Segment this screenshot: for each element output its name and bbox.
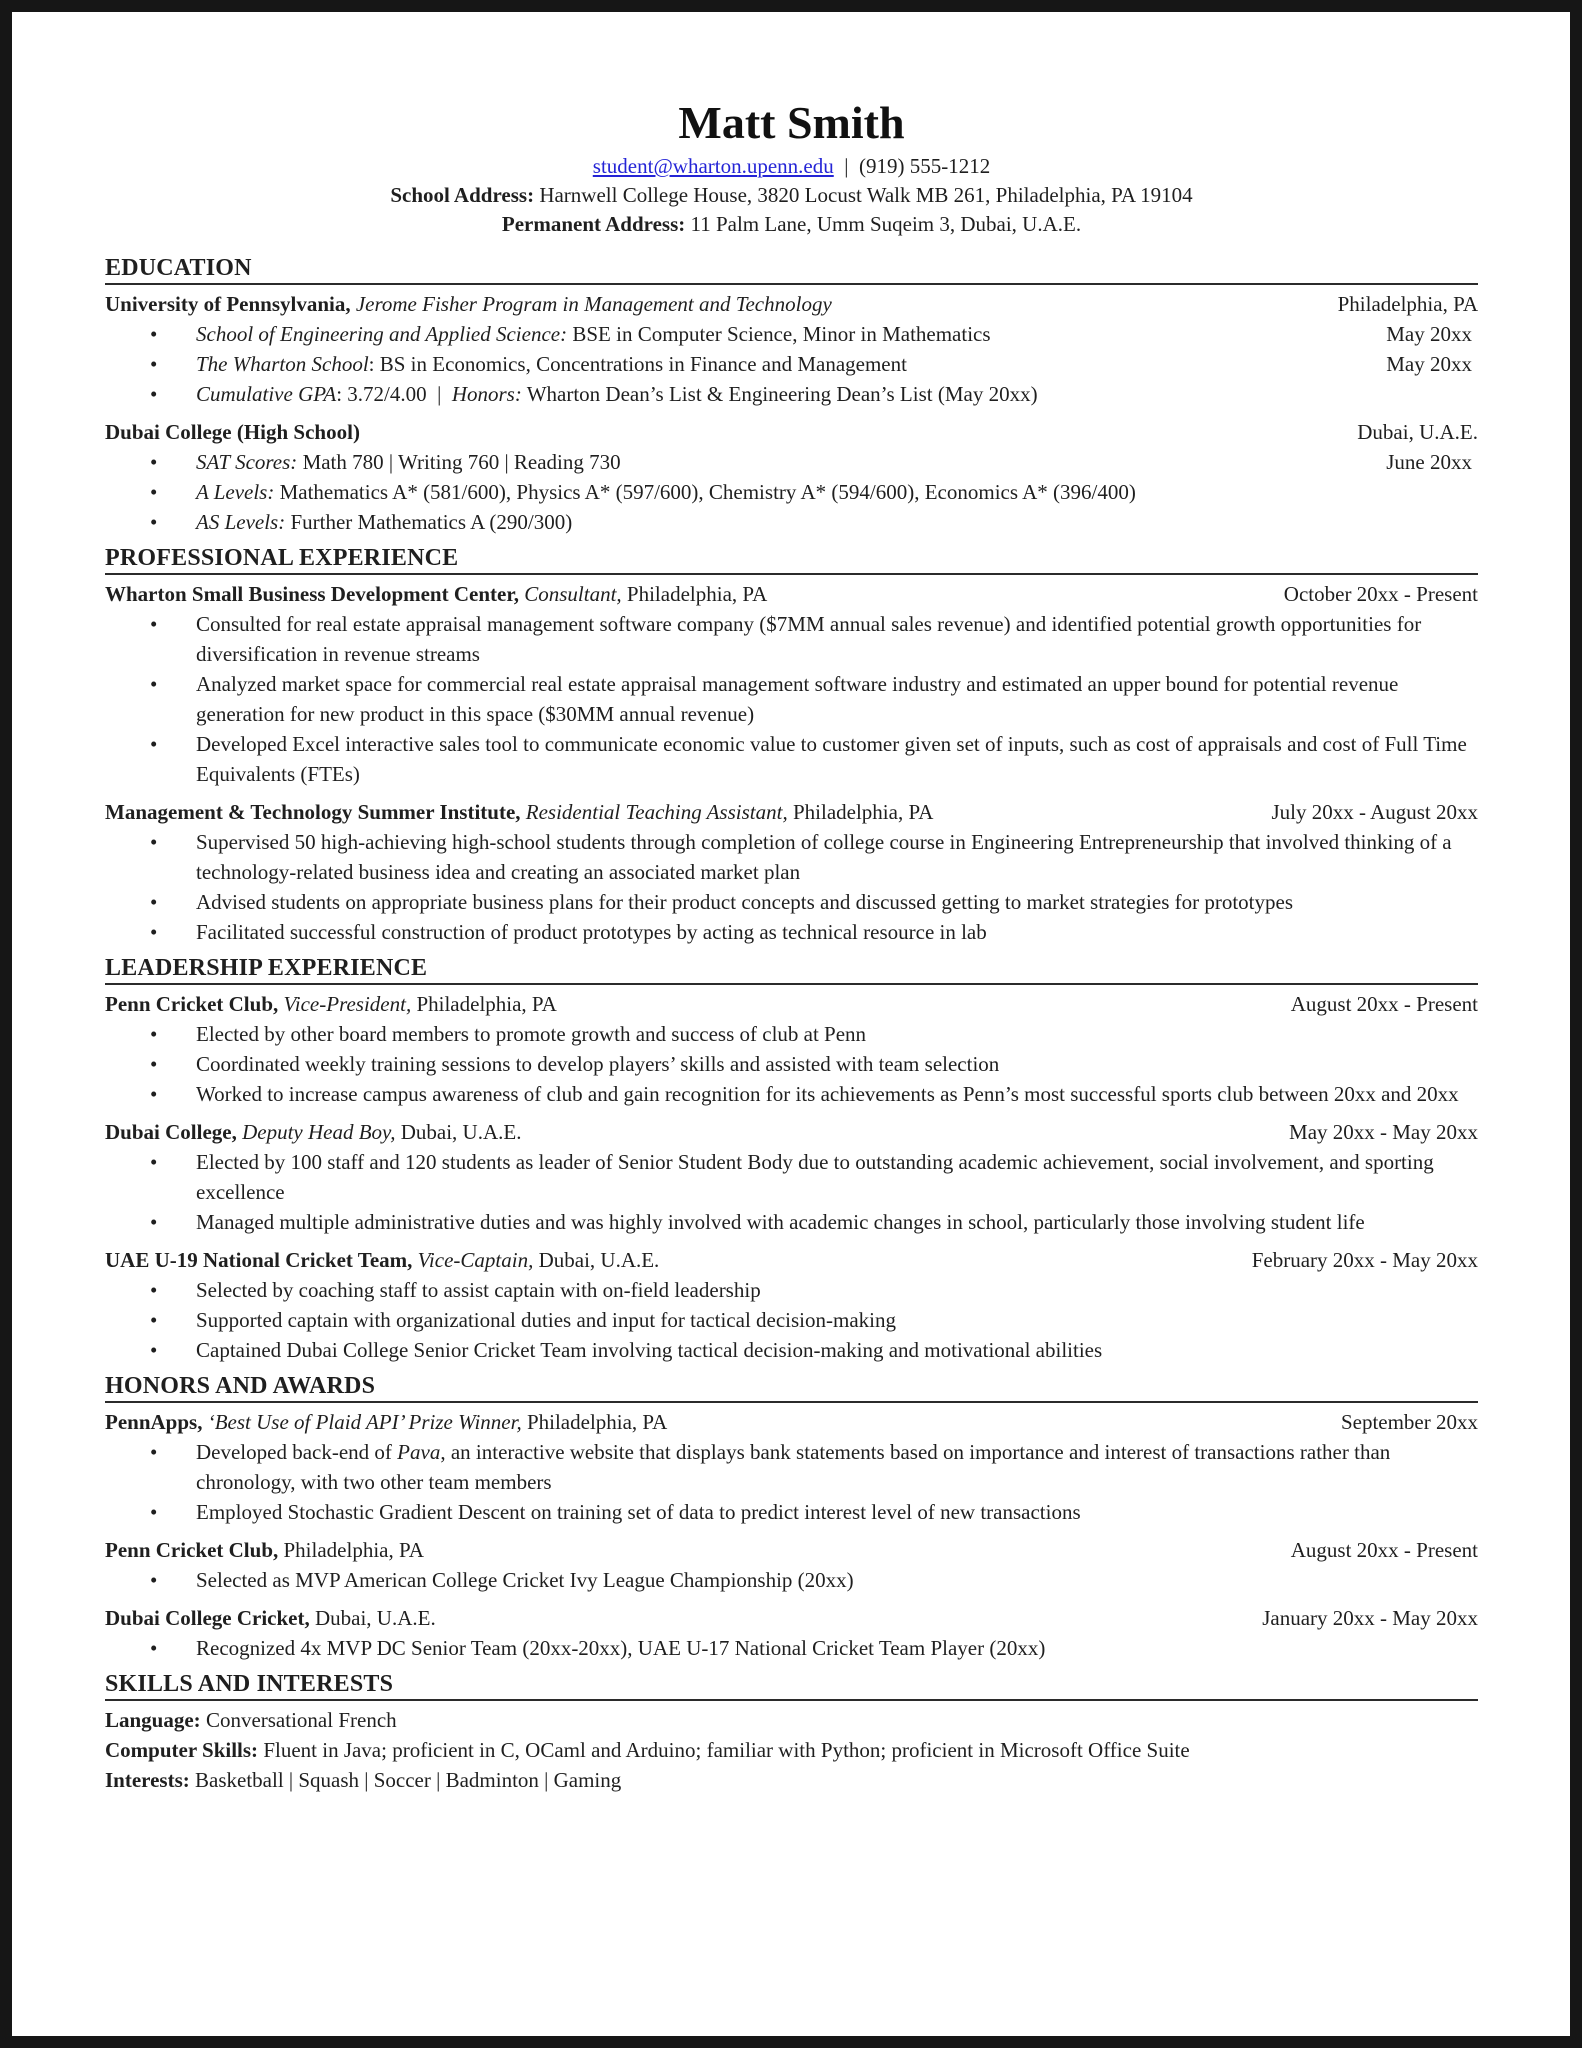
list-item: • Selected by coaching staff to assist captain with on-field leadership <box>105 1275 1478 1305</box>
skills-value: Basketball | Squash | Soccer | Badminton | Gaming <box>189 1768 622 1792</box>
entry-header <box>105 579 1478 609</box>
contact-separator: | <box>833 154 859 178</box>
org-name: Penn Cricket Club, <box>105 992 279 1016</box>
entry-location: Dubai, U.A.E. <box>309 1606 436 1630</box>
section-professional-experience: PROFESSIONAL EXPERIENCE <box>105 543 1478 575</box>
list-item: • Selected as MVP American College Cricket Ivy League Championship (20xx) <box>105 1565 1478 1595</box>
list-item: • Coordinated weekly training sessions to develop players’ skills and assisted with team selection <box>105 1049 1478 1079</box>
entry-title <box>105 1603 436 1633</box>
org-name: Dubai College, <box>105 1120 237 1144</box>
school-address-label: School Address: <box>390 183 535 207</box>
entry-header <box>105 989 1478 1019</box>
list-item <box>105 1437 1478 1497</box>
email-link[interactable]: student@wharton.upenn.edu <box>592 154 834 178</box>
permanent-address: 11 Palm Lane, Umm Suqeim 3, Dubai, U.A.E. <box>685 212 1082 236</box>
bullet-text: Math 780 | Writing 760 | Reading 730 <box>297 450 621 474</box>
skills-value: Fluent in Java; proficient in C, OCaml and Arduino; familiar with Python; proficient in Microsoft Office Suite <box>258 1738 1190 1762</box>
section-honors-awards: HONORS AND AWARDS <box>105 1371 1478 1403</box>
skills-value: Conversational French <box>200 1708 397 1732</box>
entry-mt-summer-institute <box>105 797 1478 947</box>
entry-title <box>105 289 832 319</box>
list-item: • Supported captain with organizational duties and input for tactical decision-making <box>105 1305 1478 1335</box>
list-item: • Developed Excel interactive sales tool to communicate economic value to customer given set of inputs, such as cost of appraisals and cost of Full Time Equivalents (FTEs) <box>105 729 1478 789</box>
entry-pennapps <box>105 1407 1478 1527</box>
entry-title <box>105 1407 667 1437</box>
permanent-address-line <box>105 210 1478 239</box>
bullet-list <box>105 1633 1478 1663</box>
bullet-label: Cumulative GPA <box>196 382 337 406</box>
list-item: • Managed multiple administrative duties and was highly involved with academic changes in school, particularly those involving student life <box>105 1207 1478 1237</box>
entry-dubai-college <box>105 417 1478 537</box>
bullet-list <box>105 1019 1478 1109</box>
bullet-text: : BS in Economics, Concentrations in Finance and Management <box>368 352 907 376</box>
skills-interests <box>105 1765 1478 1795</box>
section-education: EDUCATION <box>105 253 1478 285</box>
entry-title <box>105 579 767 609</box>
entry-title <box>105 1117 521 1147</box>
entry-location: Philadelphia, PA <box>411 992 557 1016</box>
section-skills-interests: SKILLS AND INTERESTS <box>105 1669 1478 1701</box>
list-item <box>105 319 1478 349</box>
section-leadership-experience: LEADERSHIP EXPERIENCE <box>105 953 1478 985</box>
entry-date: September 20xx <box>1340 1410 1478 1434</box>
list-item <box>105 477 1478 507</box>
list-item: • Facilitated successful construction of product prototypes by acting as technical resource in lab <box>105 917 1478 947</box>
entry-penn <box>105 289 1478 409</box>
entry-location: Philadelphia, PA <box>278 1538 424 1562</box>
org-name: PennApps, <box>105 1410 203 1434</box>
bullet-text: Wharton Dean’s List & Engineering Dean’s List (May 20xx) <box>521 382 1038 406</box>
org-name: UAE U-19 National Cricket Team, <box>105 1248 413 1272</box>
entry-date: August 20xx - Present <box>1290 1538 1478 1562</box>
entry-header <box>105 289 1478 319</box>
entry-header <box>105 797 1478 827</box>
bullet-text: BSE in Computer Science, Minor in Mathematics <box>567 322 991 346</box>
bullet-label: The Wharton School <box>196 352 369 376</box>
bullet-date: June 20xx <box>1386 450 1472 474</box>
entry-location: Philadelphia, PA <box>621 582 768 606</box>
entry-title <box>105 1245 659 1275</box>
list-item <box>105 379 1478 409</box>
skills-computer <box>105 1735 1478 1765</box>
entry-header <box>105 1245 1478 1275</box>
school-address: Harnwell College House, 3820 Locust Walk MB 261, Philadelphia, PA 19104 <box>534 183 1193 207</box>
entry-uae-cricket-team <box>105 1245 1478 1365</box>
bullet-label: School of Engineering and Applied Science: <box>196 322 568 346</box>
list-item: • Supervised 50 high-achieving high-school students through completion of college course in Engineering Entrepreneurship that involved thinking of a technology-related business idea and creating an associated market plan <box>105 827 1478 887</box>
entry-header <box>105 1535 1478 1565</box>
org-name: University of Pennsylvania, <box>105 292 351 316</box>
school-address-line <box>105 181 1478 210</box>
role: Residential Teaching Assistant, <box>520 800 788 824</box>
bullet-label: A Levels: <box>196 480 275 504</box>
contact-line <box>105 152 1478 181</box>
org-name: Penn Cricket Club, <box>105 1538 279 1562</box>
entry-dubai-college-leadership <box>105 1117 1478 1237</box>
entry-date: August 20xx - Present <box>1290 992 1478 1016</box>
list-item: • Worked to increase campus awareness of club and gain recognition for its achievements as Penn’s most successful sports club between 20xx and 20xx <box>105 1079 1478 1109</box>
bullet-list <box>105 1147 1478 1237</box>
role: Deputy Head Boy, <box>236 1120 396 1144</box>
skills-label: Computer Skills: <box>105 1738 259 1762</box>
bullet-list <box>105 1437 1478 1527</box>
list-item: • Captained Dubai College Senior Cricket Team involving tactical decision-making and motivational abilities <box>105 1335 1478 1365</box>
bullet-list <box>105 827 1478 947</box>
role: Vice-Captain, <box>412 1248 534 1272</box>
entry-penn-cricket-honor <box>105 1535 1478 1595</box>
org-name: Wharton Small Business Development Center, <box>105 582 519 606</box>
list-item: • Advised students on appropriate business plans for their product concepts and discussed getting to market strategies for prototypes <box>105 887 1478 917</box>
list-item: • Elected by 100 staff and 120 students as leader of Senior Student Body due to outstanding academic achievement, social involvement, and sporting excellence <box>105 1147 1478 1207</box>
entry-date: July 20xx - August 20xx <box>1271 800 1478 824</box>
bullet-list <box>105 319 1478 409</box>
skills-label: Interests: <box>105 1768 190 1792</box>
list-item <box>105 507 1478 537</box>
bullet-list <box>105 447 1478 537</box>
org-name: Dubai College Cricket, <box>105 1606 310 1630</box>
entry-dubai-college-cricket <box>105 1603 1478 1663</box>
program-name: Jerome Fisher Program in Management and Technology <box>350 292 832 316</box>
bullet-text: Further Mathematics A (290/300) <box>285 510 573 534</box>
list-item: • Employed Stochastic Gradient Descent on training set of data to predict interest level of new transactions <box>105 1497 1478 1527</box>
list-item: • Elected by other board members to promote growth and success of club at Penn <box>105 1019 1478 1049</box>
entry-location: Philadelphia, PA <box>1337 292 1478 316</box>
bullet-list <box>105 609 1478 789</box>
entry-header <box>105 1117 1478 1147</box>
role: Vice-President, <box>278 992 412 1016</box>
list-item <box>105 447 1478 477</box>
bullet-label: SAT Scores: <box>196 450 298 474</box>
list-item: • Analyzed market space for commercial real estate appraisal management software industry and estimated an upper bound for potential revenue generation for new product in this space ($30MM annual revenue) <box>105 669 1478 729</box>
entry-date: October 20xx - Present <box>1283 582 1478 606</box>
bullet-text: Developed back-end of <box>196 1440 398 1464</box>
project-name: Pava <box>397 1440 441 1464</box>
entry-wharton-sbdc <box>105 579 1478 789</box>
list-item: • Recognized 4x MVP DC Senior Team (20xx-20xx), UAE U-17 National Cricket Team Player (20xx) <box>105 1633 1478 1663</box>
skills-language <box>105 1705 1478 1735</box>
bullet-date: May 20xx <box>1386 322 1472 346</box>
entry-location: Philadelphia, PA <box>787 800 934 824</box>
skills-label: Language: <box>105 1708 201 1732</box>
entry-title <box>105 1535 424 1565</box>
entry-title <box>105 989 557 1019</box>
entry-location: Philadelphia, PA <box>521 1410 668 1434</box>
bullet-label: AS Levels: <box>196 510 286 534</box>
bullet-label: Honors: <box>451 382 522 406</box>
role: ‘Best Use of Plaid API’ Prize Winner, <box>202 1410 522 1434</box>
entry-header <box>105 1603 1478 1633</box>
bullet-text: , an interactive website that displays bank statements based on importance and interest of transactions rather than chronology, with two other team members <box>196 1440 1391 1494</box>
entry-header <box>105 1407 1478 1437</box>
entry-date: January 20xx - May 20xx <box>1262 1606 1478 1630</box>
entry-header <box>105 417 1478 447</box>
bullet-list <box>105 1275 1478 1365</box>
bullet-list <box>105 1565 1478 1595</box>
role: Consultant, <box>518 582 622 606</box>
entry-location: Dubai, U.A.E. <box>1357 420 1478 444</box>
org-name: Dubai College (High School) <box>105 420 360 444</box>
bullet-text: Mathematics A* (581/600), Physics A* (597/600), Chemistry A* (594/600), Economics A* (396/400) <box>274 480 1136 504</box>
resume-name: Matt Smith <box>678 97 905 148</box>
entry-title <box>105 797 933 827</box>
org-name: Management & Technology Summer Institute, <box>105 800 521 824</box>
resume-document <box>105 92 1478 1795</box>
entry-location: Dubai, U.A.E. <box>533 1248 660 1272</box>
phone: (919) 555-1212 <box>858 154 991 178</box>
entry-date: February 20xx - May 20xx <box>1251 1248 1478 1272</box>
bullet-text: : 3.72/4.00 | <box>336 382 452 406</box>
bullet-date: May 20xx <box>1386 352 1472 376</box>
permanent-address-label: Permanent Address: <box>501 212 686 236</box>
entry-location: Dubai, U.A.E. <box>395 1120 522 1144</box>
list-item: • Consulted for real estate appraisal management software company ($7MM annual sales revenue) and identified potential growth opportunities for diversification in revenue streams <box>105 609 1478 669</box>
entry-date: May 20xx - May 20xx <box>1289 1120 1478 1144</box>
entry-penn-cricket-club <box>105 989 1478 1109</box>
list-item <box>105 349 1478 379</box>
